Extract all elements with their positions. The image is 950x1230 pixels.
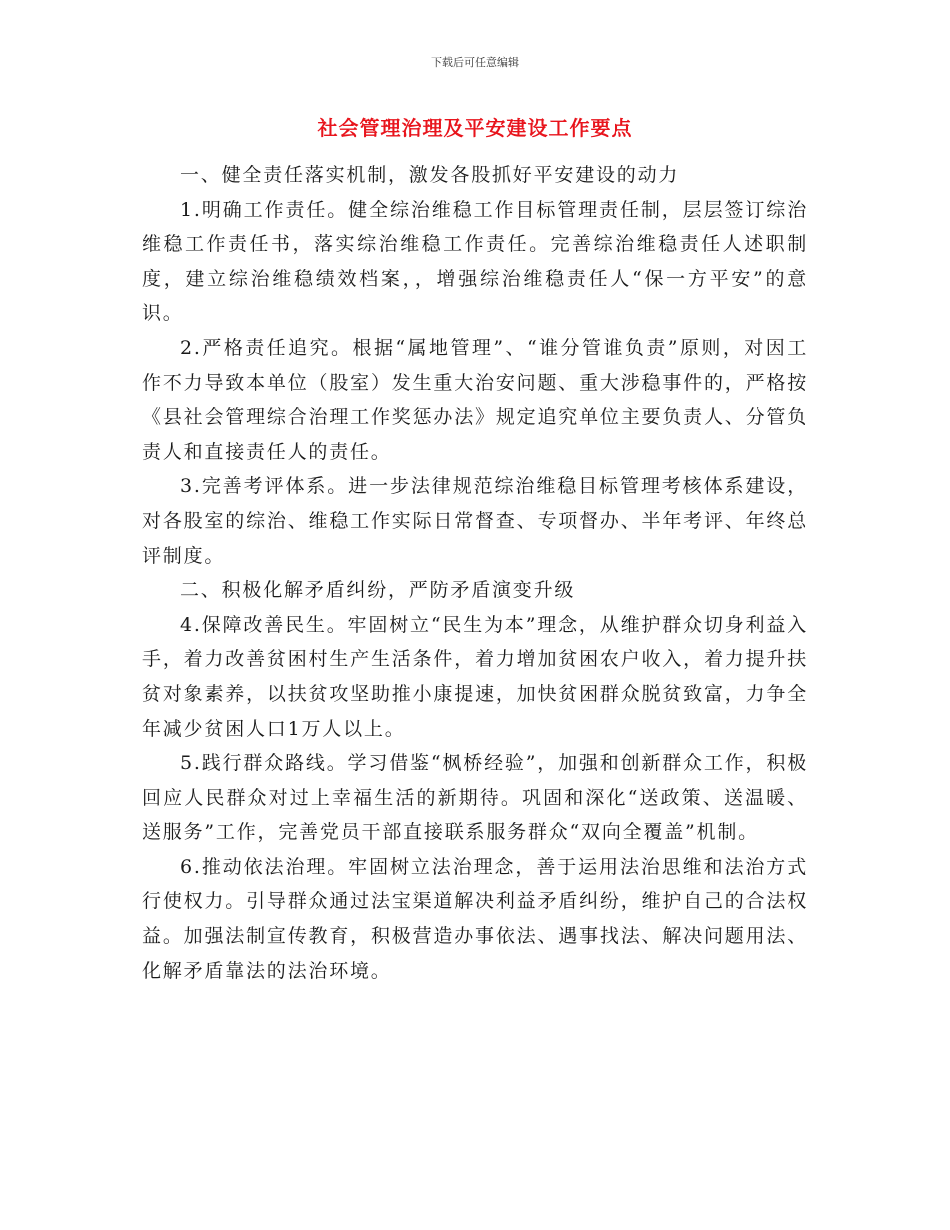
- header-note: 下载后可任意编辑: [431, 56, 519, 69]
- section-heading-1: 一、健全责任落实机制，激发各股抓好平安建设的动力: [180, 164, 680, 186]
- paragraph-item-5: 5.践行群众路线。学习借鉴“枫桥经验”，加强和创新群众工作，积极回应人民群众对过上幸福生活的新期待。巩固和深化“送政策、送温暖、送服务”工作，完善党员干部直接联系服务群众“双向全覆盖”机制。: [142, 752, 808, 844]
- paragraph-item-6: 6.推动依法治理。牢固树立法治理念，善于运用法治思维和法治方式行使权力。引导群众通过法宝渠道解决利益矛盾纠纷，维护自己的合法权益。加强法制宣传教育，积极营造办事依法、遇事找法、解决问题用法、化解矛盾靠法的法治环境。: [142, 855, 808, 982]
- document-body: [142, 158, 808, 988]
- paragraph-item-2: 2.严格责任追究。根据“属地管理”、“谁分管谁负责”原则，对因工作不力导致本单位（股室）发生重大治安问题、重大涉稳事件的，严格按《县社会管理综合治理工作奖惩办法》规定追究单位主要负责人、分管负责人和直接责任人的责任。: [142, 336, 808, 463]
- document-title: 社会管理治理及平安建设工作要点: [317, 116, 633, 140]
- paragraph-item-3: 3.完善考评体系。进一步法律规范综治维稳目标管理考核体系建设，对各股室的综治、维稳工作实际日常督查、专项督办、半年考评、年终总评制度。: [142, 475, 808, 567]
- paragraph-item-4: 4.保障改善民生。牢固树立“民生为本”理念，从维护群众切身利益入手，着力改善贫困村生产生活条件，着力增加贫困农户收入，着力提升扶贫对象素养，以扶贫攻坚助推小康提速，加快贫困群众脱贫致富，力争全年减少贫困人口1万人以上。: [142, 613, 808, 740]
- section-heading-2: 二、积极化解矛盾纠纷，严防矛盾演变升级: [180, 579, 576, 602]
- paragraph-item-1: 1.明确工作责任。健全综治维稳工作目标管理责任制，层层签订综治维稳工作责任书，落实综治维稳工作责任。完善综治维稳责任人述职制度，建立综治维稳绩效档案，，增强综治维稳责任人“保一方平安”的意识。: [142, 198, 808, 325]
